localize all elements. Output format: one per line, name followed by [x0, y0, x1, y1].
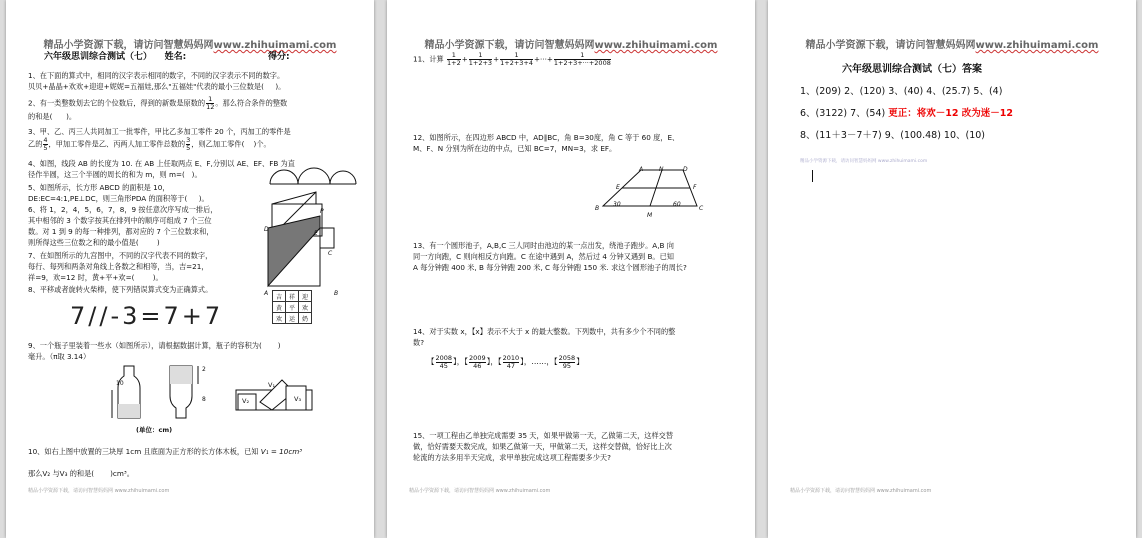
- figure-label: 30: [613, 201, 621, 208]
- unit-label: (单位：cm): [136, 426, 173, 434]
- question-8: 8、平移或者旋转火柴棒，使下列错误算式变为正确算式。: [28, 285, 213, 294]
- grid-cell: 吉: [273, 291, 286, 302]
- score-label: 得分:: [268, 52, 290, 62]
- dimension-label: 10: [116, 380, 124, 387]
- grid-cell: 迎: [299, 291, 312, 302]
- document-page-2: [387, 0, 755, 538]
- question-14: 14、对于实数 x，【x】表示不大于 x 的最大整数。下列数中，共有多少个不同的整 数?: [413, 327, 676, 347]
- dimension-label: 8: [202, 396, 206, 403]
- grid-cell: 欢: [273, 313, 286, 324]
- document-page-3: [768, 0, 1136, 538]
- test-title: 六年级思训综合测试（七） 姓名:: [44, 52, 187, 62]
- question-9: 9、一个瓶子里装着一些水（如图所示），请根据数据计算，瓶子的容积为( ) 毫升。（π取 3.14）: [28, 341, 281, 361]
- question-4: 4、如图，线段 AB 的长度为 10. 在 AB 上任取两点 E、F,分别以 AE、EF、FB 为直 径作半圆，这三个半圆的周长的和为 m，则 m=( )。: [28, 159, 295, 179]
- dimension-label: 2: [202, 366, 206, 373]
- question-11: 11、计算 $\frac{1}{1+2}+$ $\frac{1}{1+2+3}+$ $\frac{1}{1+2+3+4}+\cdot\cdot\cdot+$ $\frac{1}{1+2+3+\cdot\cdot\cdot+2008}$: [413, 51, 611, 67]
- page-header: 精品小学资源下载，请访问智慧妈妈网www.zhihuimami.com: [424, 40, 718, 51]
- question-2: 2、有一类整数划去它的个位数后，得到的新数是原数的 $\frac{1}{12}$。那么符合条件的整数 的和是( )。: [28, 95, 288, 121]
- fraction: $\frac{1}{12}$: [206, 95, 215, 111]
- figure-label: D: [264, 226, 269, 233]
- question-15: 15、一项工程由乙单独完成需要 35 天，如果甲做第一天，乙做第二天，这样交替 做，恰好需要天数完成，如果乙做第一天，甲做第二天，这样交替做，恰好比上次 轮流的方法多用半天完成，求甲单独完成这项工程需要多少天?: [413, 431, 674, 462]
- grid-cell: 平: [286, 302, 299, 313]
- document-page-1: [6, 0, 374, 538]
- figure-label: C: [328, 250, 333, 257]
- page-header: 精品小学资源下载，请访问智慧妈妈网www.zhihuimami.com: [805, 40, 1099, 51]
- question-6: 6、将 1，2，4，5，6，7，8，9 按任意次序写成一排后， 其中相邻的 3 个数字按其在排列中的顺序可组成 7 个三位 数。对 1 到 9 的每一种排列，都对应的 7 个三位数求和， 则所得这些三位数之和的最小值是( ): [28, 205, 218, 247]
- figure-label: E: [314, 230, 318, 237]
- nine-grid: [272, 290, 312, 324]
- answer-line-2: 6、(3122) 7、(54) 更正：将欢－12 改为迷－12: [800, 108, 1013, 119]
- page-footer: 精品小学资源下载，请访问智慧妈妈网 www.zhihuimami.com: [409, 488, 551, 494]
- figure-label: P: [320, 208, 324, 215]
- text-cursor[interactable]: [812, 170, 813, 182]
- answer-line-1: 1、(209) 2、(120) 3、(40) 4、(25.7) 5、(4): [800, 86, 1003, 97]
- volume-label: V₃: [294, 395, 302, 403]
- figure-label: N: [659, 166, 664, 173]
- grid-cell: 欢: [299, 302, 312, 313]
- semicircles-figure: [268, 160, 358, 190]
- answer-title: 六年级思训综合测试（七）答案: [842, 64, 982, 75]
- matchstick-equation: 7//-3=7+7: [70, 302, 224, 330]
- question-14-terms: 【 $\frac{2008}{45}$】，【 $\frac{2009}{46}$】，【 $\frac{2010}{47}$】，……，【 $\frac{2058}{95}$】: [427, 353, 584, 370]
- figure-label: F: [693, 184, 697, 191]
- header-link[interactable]: www.zhihuimami.com: [594, 40, 718, 51]
- question-12: 12、如图所示，在四边形 ABCD 中，AD∥BC，角 B=30度，角 C 等于 60 度，E、 M、F、N 分别为所在边的中点，已知 BC=7，MN=3，求 EF。: [413, 133, 680, 153]
- figure-label: C: [699, 205, 704, 212]
- page-footer: 精品小学资源下载，请访问智慧妈妈网 www.zhihuimami.com: [28, 488, 170, 494]
- correction-note: 更正：将欢－12 改为迷－12: [888, 108, 1013, 119]
- small-note: 精品小学资源下载，请访问智慧妈妈网 www.zhihuimami.com: [800, 159, 928, 164]
- figure-label: A: [264, 290, 269, 297]
- question-3: 3、甲、乙、丙三人共同加工一批零件，甲比乙多加工零件 20 个，丙加工的零件是 乙的 $\frac{4}{5}$，甲加工零件是乙、丙两人加工零件总数的 $\frac{3}{5}$，则乙加工零件( )个。: [28, 127, 291, 152]
- question-13: 13、有一个圆形池子，A,B,C 三人同时由池边的某一点出发，绕池子跑步。A,B 向 同一方向跑，C 则向相反方向跑。C 在途中遇到 A，然后过 4 分钟又遇到 B。已知 A 每分钟跑 400 米, B 每分钟跑 200 米, C 每分钟跑 150 米. 求这个圆形池子的周长?: [413, 241, 687, 272]
- figure-label: 60: [673, 201, 681, 208]
- question-10: 10、如右上图中放置的三块厚 1cm 且底面为正方形的长方体木板，已知 V₁ = 10cm³: [28, 447, 303, 456]
- question-5: 5、如图所示，长方形 ABCD 的面积是 10， DE:EC=4:1,PE⊥DC，则三角形PDA 的面积等于( )。: [28, 183, 209, 203]
- grid-cell: 运: [286, 313, 299, 324]
- grid-cell: 祥: [286, 291, 299, 302]
- question-1: 1、在下面的算式中，相同的汉字表示相同的数字，不同的汉字表示不同的数字。 贝贝+晶晶+欢欢+迎迎+妮妮=五福娃,那么"五福娃"代表的最小三位数是( )。: [28, 71, 286, 91]
- page-footer: 精品小学资源下载，请访问智慧妈妈网 www.zhihuimami.com: [790, 488, 932, 494]
- answer-line-3: 8、(11＋3－7＋7) 9、(100.48) 10、(10): [800, 130, 986, 141]
- page-header: 精品小学资源下载，请访问智慧妈妈网www.zhihuimami.com: [43, 40, 337, 51]
- question-10-answer: 那么V₂ 与V₃ 的和是( )cm³。: [28, 469, 134, 478]
- header-link[interactable]: www.zhihuimami.com: [213, 40, 337, 51]
- figure-label: M: [647, 212, 653, 219]
- figure-label: A: [639, 166, 644, 173]
- question-7: 7、在如图所示的九宫图中，不同的汉字代表不同的数字， 每行、每列和两条对角线上各数之和相等，当，吉=21， 祥=9，欢=12 时，黄+平+欢=( )。: [28, 251, 213, 282]
- figure-label: D: [683, 166, 688, 173]
- volume-label: V₁: [268, 381, 276, 389]
- figure-label: B: [334, 290, 339, 297]
- figure-label: B: [595, 205, 600, 212]
- header-link[interactable]: www.zhihuimami.com: [975, 40, 1099, 51]
- grid-cell: 黄: [273, 302, 286, 313]
- grid-cell: 奶: [299, 313, 312, 324]
- bottles-figure: [102, 362, 212, 424]
- volume-label: V₂: [242, 397, 250, 405]
- figure-label: E: [616, 184, 620, 191]
